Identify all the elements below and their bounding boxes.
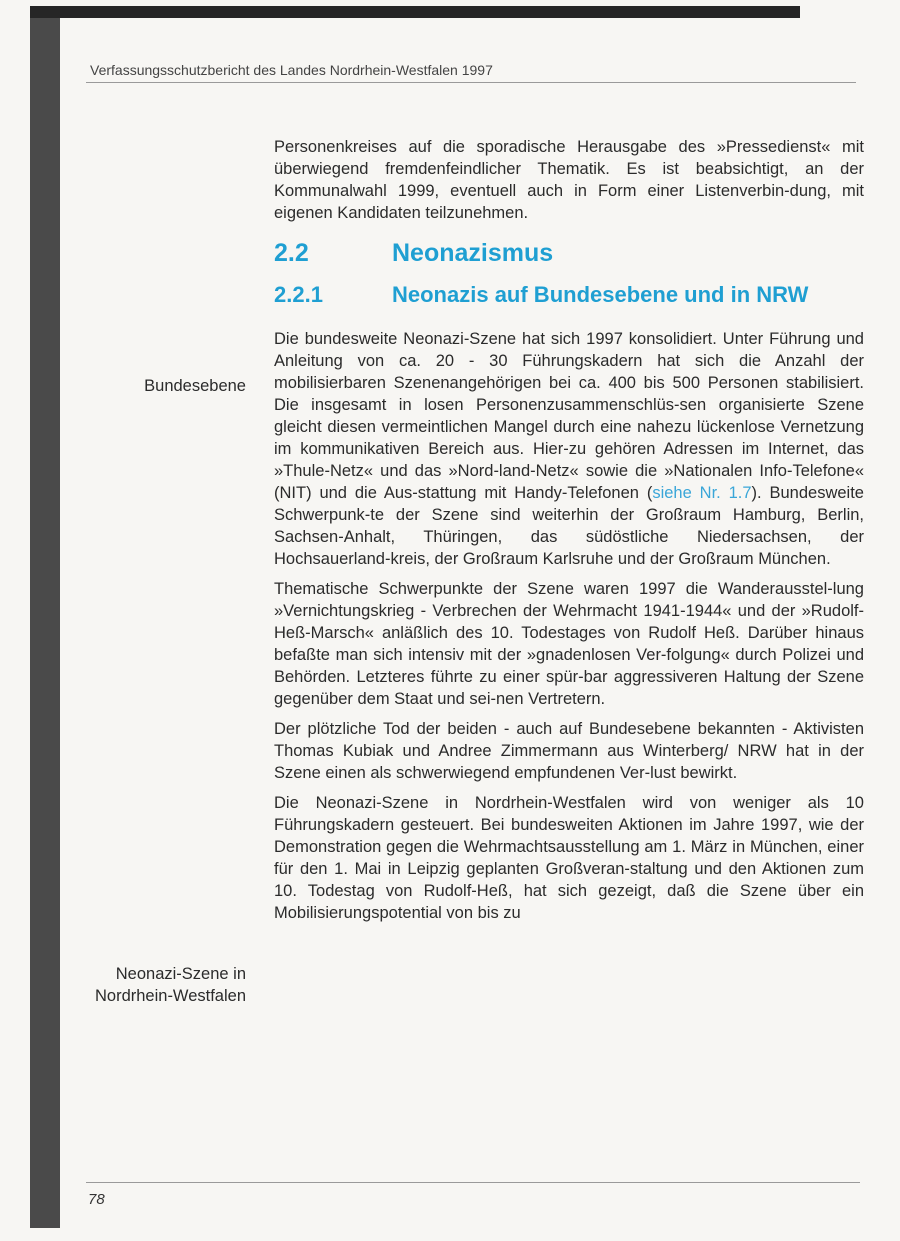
paragraph-activists: Der plötzliche Tod der beiden - auch auf Bundesebene bekannten - Aktivisten Thomas Kubiak und Andree Zimmermann aus Winterberg/ NRW hat in der Szene einen als schwerwiegend empfundenen Ver-lust bewirkt. [274,720,864,782]
header-divider [86,82,856,83]
section-title: Neonazismus [392,239,554,267]
cross-reference-link[interactable]: siehe Nr. 1.7 [652,484,752,502]
subsection-number: 2.2.1 [274,282,323,307]
section-heading [274,238,864,268]
subsection-title: Neonazis auf Bundesebene und in NRW [392,282,809,307]
footer-divider [86,1182,860,1183]
page-number: 78 [88,1191,105,1208]
paragraph-text: Die bundesweite Neonazi-Szene hat sich 1997 konsolidiert. Unter Führung und Anleitung von ca. 20 - 30 Führungskadern hat sich die Anzahl der mobilisierbaren Szenenangehörigen bei ca. 400 bis 500 Personen stabilisiert. Die insgesamt in losen Personenzusammenschlüs-sen organisierte Szene gleicht diesen vermeintlichen Mangel durch eine nahezu lückenlose Vernetzung im kommunikativen Bereich aus. Hier-zu gehören Adressen im Internet, das »Thule-Netz« und das »Nord-land-Netz« sowie die »Nationalen Info-Telefone« (NIT) und die Aus-stattung mit Handy-Telefonen ( [274,330,864,502]
intro-paragraph: Personenkreises auf die sporadische Herausgabe des »Pressedienst« mit überwiegend fremdenfeindlicher Thematik. Es ist beabsichtigt, an der Kommunalwahl 1999, eventuell auch in Form einer Listenverbin-dung, mit eigenen Kandidaten teilzunehmen. [274,138,864,222]
scan-binding-strip [30,18,60,1228]
paragraph-thematic: Thematische Schwerpunkte der Szene waren 1997 die Wanderausstel-lung »Vernichtungskrieg - Verbrechen der Wehrmacht 1941-1944« und der »Rudolf-Heß-Marsch« anläßlich des 10. Todestages von Rudolf Heß. Darüber hinaus befaßte man sich intensiv mit der »gnadenlosen Ver-folgung« durch Polizei und Behörden. Letzteres führte zu einer spür-bar aggressiveren Haltung der Szene gegenüber dem Staat und sei-nen Vertretern. [274,580,864,708]
paragraph-text: ). Bundesweite Schwerpunk-te der Szene sind weiterhin der Großraum Hamburg, Berlin, Sachsen-Anhalt, Thüringen, das südöstliche Niedersachsen, der Hochsauerland-kreis, der Großraum Karlsruhe und der Großraum München. [274,484,864,568]
subsection-heading [274,282,864,308]
section-number: 2.2 [274,239,309,267]
paragraph-nrw: Die Neonazi-Szene in Nordrhein-Westfalen wird von weniger als 10 Führungskadern gesteuert. Bei bundesweiten Aktionen im Jahre 1997, wie der Demonstration gegen die Wehrmachtsausstellung am 1. März in München, einer für den 1. Mai in Leipzig geplanten Großveran-staltung und den Aktionen zum 10. Todestag von Rudolf-Heß, hat sich gezeigt, daß die Szene über ein Mobilisierungspotential von bis zu [274,794,864,922]
margin-note-nrw: Neonazi-Szene in Nordrhein-Westfalen [94,965,246,1005]
running-header: Verfassungsschutzbericht des Landes Nordrhein-Westfalen 1997 [90,62,493,78]
paragraph-bundesebene [274,328,864,570]
page-edge-bar [30,6,800,18]
main-text-column [274,136,864,932]
margin-note-bundesebene: Bundesebene [144,377,246,395]
